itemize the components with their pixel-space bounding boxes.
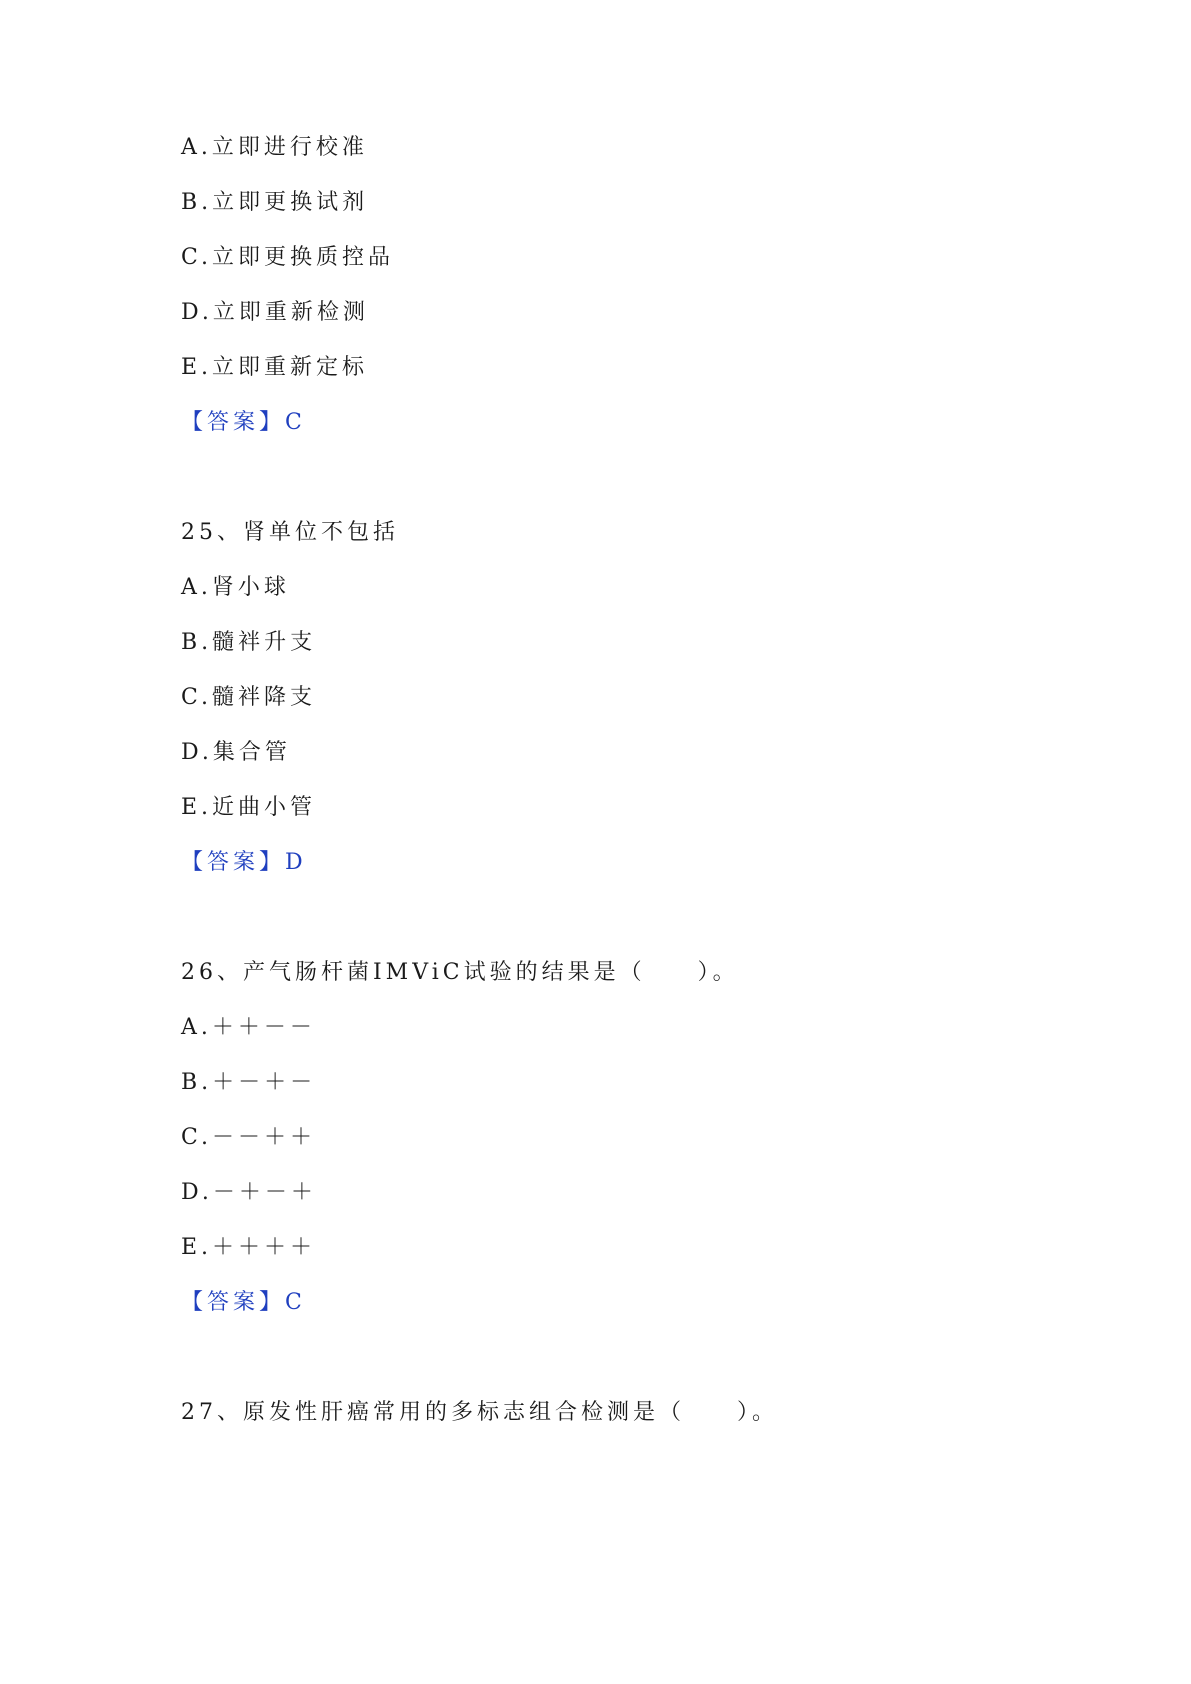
q24-option-b: B.立即更换试剂	[181, 190, 369, 215]
q24-option-e: E.立即重新定标	[181, 355, 369, 380]
q25-option-c: C.髓袢降支	[181, 685, 317, 710]
q25-option-a: A.肾小球	[181, 575, 290, 600]
q26-option-e: E.＋＋＋＋	[181, 1235, 317, 1260]
q27-stem: 27、原发性肝癌常用的多标志组合检测是（ ）。	[181, 1400, 778, 1425]
q25-option-e: E.近曲小管	[181, 795, 317, 820]
q24-option-a: A.立即进行校准	[181, 135, 368, 160]
q24-option-c: C.立即更换质控品	[181, 245, 395, 270]
q25-answer: 【答案】D	[181, 850, 307, 875]
q25-option-b: B.髓袢升支	[181, 630, 317, 655]
q26-answer: 【答案】C	[181, 1290, 306, 1315]
q25-stem: 25、肾单位不包括	[181, 520, 399, 545]
q26-stem: 26、产气肠杆菌IMViC试验的结果是（ ）。	[181, 960, 739, 985]
q24-answer: 【答案】C	[181, 410, 306, 435]
q26-option-d: D.－＋－＋	[181, 1180, 317, 1205]
q26-option-c: C.－－＋＋	[181, 1125, 317, 1150]
q26-option-b: B.＋－＋－	[181, 1070, 317, 1095]
q25-option-d: D.集合管	[181, 740, 291, 765]
q24-option-d: D.立即重新检测	[181, 300, 369, 325]
q26-option-a: A.＋＋－－	[181, 1015, 316, 1040]
